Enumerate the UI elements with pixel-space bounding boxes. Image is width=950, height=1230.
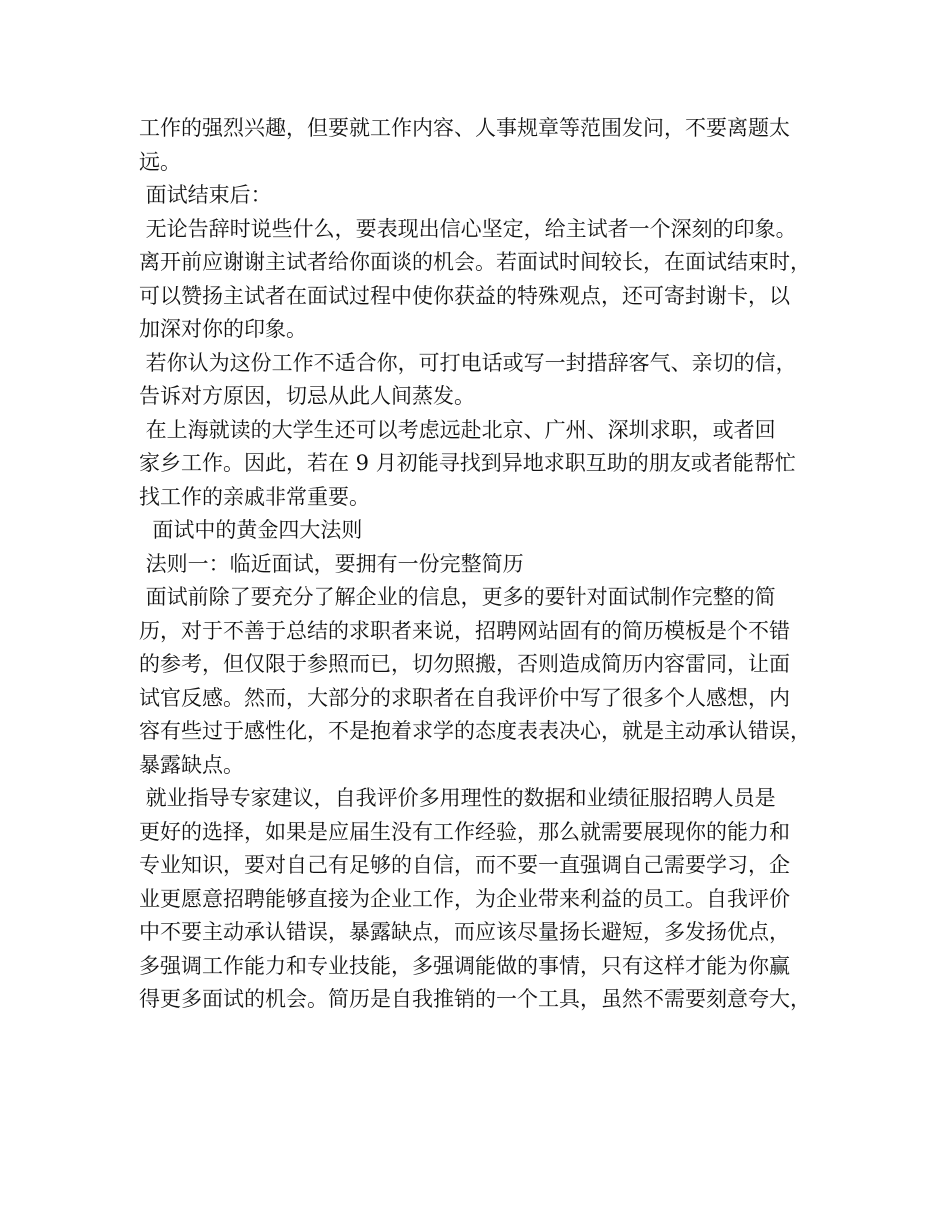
text-line-21: 就业指导专家建议，自我评价多用理性的数据和业绩征服招聘人员是 <box>139 786 776 810</box>
rule-one-heading: 法则一：临近面试，要拥有一份完整简历 <box>139 551 524 576</box>
text-line-5: 离开前应谢谢主试者给你面谈的机会。若面试时间较长，在面试结束时， <box>139 250 811 274</box>
text-line-7: 加深对你的印象。 <box>139 317 307 341</box>
document-body <box>139 112 839 1017</box>
text-line-17: 的参考，但仅限于参照而已，切勿照搬，否则造成简历内容雷同，让面 <box>139 652 790 676</box>
text-line-2: 远。 <box>139 149 181 174</box>
text-line-8: 若你认为这份工作不适合你，可打电话或写一封措辞客气、亲切的信， <box>139 350 797 375</box>
text-line-26: 多强调工作能力和专业技能，多强调能做的事情，只有这样才能为你赢 <box>139 953 790 978</box>
text-line-11: 家乡工作。因此，若在 9 月初能寻找到异地求职互助的朋友或者能帮忙 <box>139 451 796 475</box>
text-line-12: 找工作的亲戚非常重要。 <box>139 484 370 509</box>
text-line-25: 中不要主动承认错误，暴露缺点，而应该尽量扬长避短，多发扬优点， <box>139 920 790 944</box>
text-line-23: 专业知识，要对自己有足够的自信，而不要一直强调自己需要学习，企 <box>139 853 790 877</box>
text-line-15: 面试前除了要充分了解企业的信息，更多的要针对面试制作完整的简 <box>139 585 776 609</box>
text-line-20: 暴露缺点。 <box>139 752 244 777</box>
text-line-1: 工作的强烈兴趣，但要就工作内容、人事规章等范围发问，不要离题太 <box>139 116 790 140</box>
text-line-24: 业更愿意招聘能够直接为企业工作，为企业带来利益的员工。自我评价 <box>139 886 790 911</box>
text-line-9: 告诉对方原因，切忌从此人间蒸发。 <box>139 384 475 408</box>
text-line-27: 得更多面试的机会。简历是自我推销的一个工具，虽然不需要刻意夸大， <box>139 987 811 1011</box>
text-line-16: 历，对于不善于总结的求职者来说，招聘网站固有的简历模板是个不错 <box>139 618 790 643</box>
text-line-4: 无论告辞时说些什么，要表现出信心坚定，给主试者一个深刻的印象。 <box>139 216 797 241</box>
section-heading-four-rules: 面试中的黄金四大法则 <box>139 518 363 542</box>
text-line-19: 容有些过于感性化，不是抱着求学的态度表表决心，就是主动承认错误， <box>139 719 811 743</box>
text-line-18: 试官反感。然而，大部分的求职者在自我评价中写了很多个人感想，内 <box>139 685 790 710</box>
text-line-22: 更好的选择，如果是应届生没有工作经验，那么就需要展现你的能力和 <box>139 819 790 844</box>
text-line-6: 可以赞扬主试者在面试过程中使你获益的特殊观点，还可寄封谢卡，以 <box>139 283 790 308</box>
section-heading-after-interview: 面试结束后： <box>139 183 272 207</box>
text-line-10: 在上海就读的大学生还可以考虑远赴北京、广州、深圳求职，或者回 <box>139 417 776 442</box>
